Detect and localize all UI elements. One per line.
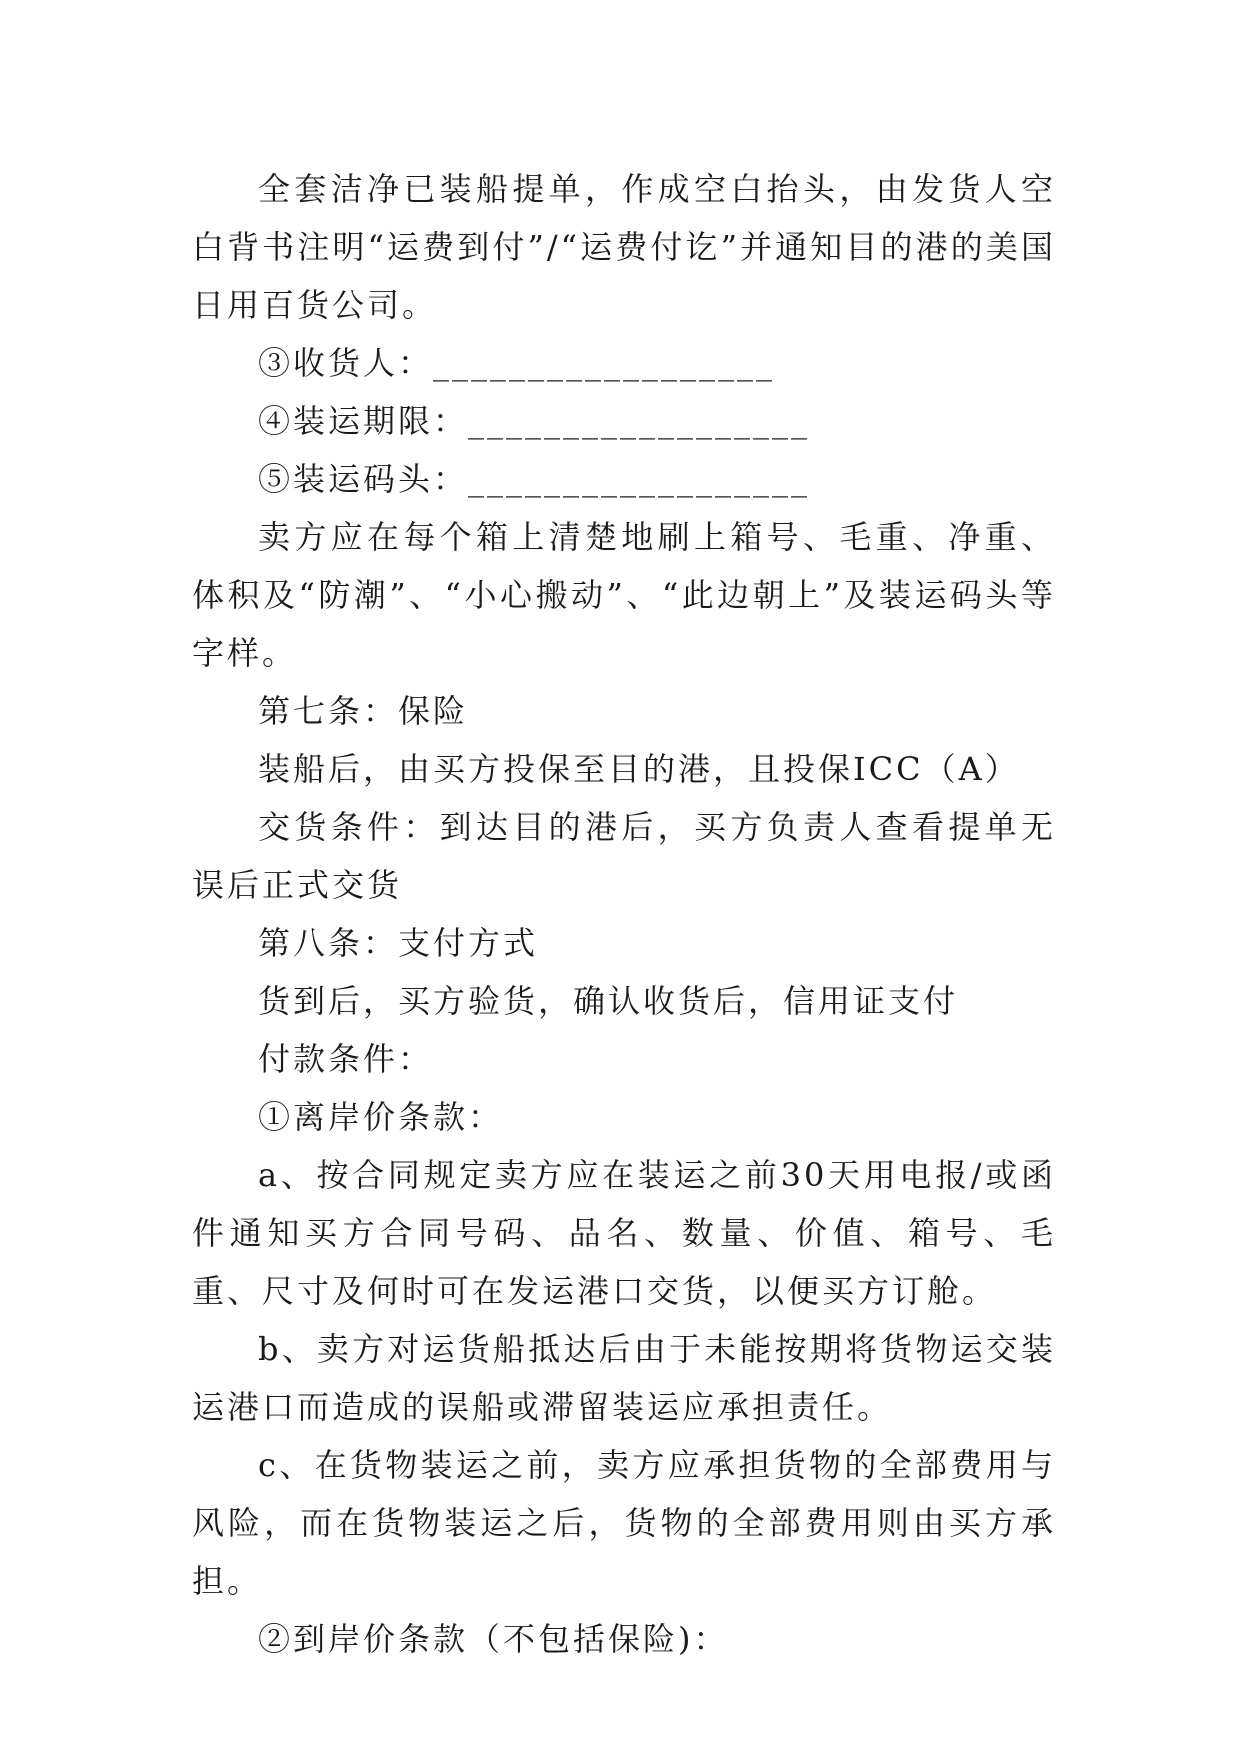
paragraph-payment-terms: 付款条件： bbox=[258, 1040, 434, 1078]
paragraph-payment: 货到后，买方验货，确认收货后，信用证支付 bbox=[258, 982, 959, 1020]
heading-article-8: 第八条：支付方式 bbox=[258, 924, 539, 962]
paragraph-case-marking: 卖方应在每个箱上清楚地刷上箱号、毛重、净重、体积及“防潮”、“小心搬动”、“此边朝上”及装运码头等字样。 bbox=[192, 518, 1056, 672]
paragraph-delivery-terms: 交货条件：到达目的港后，买方负责人查看提单无误后正式交货 bbox=[192, 808, 1056, 904]
paragraph-consignee: ③收货人：__________________ bbox=[258, 344, 776, 382]
paragraph-cif-clause: ②到岸价条款（不包括保险)： bbox=[258, 1620, 729, 1658]
heading-article-7: 第七条：保险 bbox=[258, 692, 469, 730]
paragraph-shipment-period: ④装运期限：__________________ bbox=[258, 402, 811, 440]
paragraph-bill-of-lading: 全套洁净已装船提单，作成空白抬头，由发货人空白背书注明“运费到付”/“运费付讫”并通知目的港的美国日用百货公司。 bbox=[192, 170, 1056, 324]
paragraph-loading-dock: ⑤装运码头：__________________ bbox=[258, 460, 811, 498]
paragraph-clause-c: c、在货物装运之前，卖方应承担货物的全部费用与风险，而在货物装运之后，货物的全部费用则由买方承担。 bbox=[192, 1446, 1056, 1600]
paragraph-clause-b: b、卖方对运货船抵达后由于未能按期将货物运交装运港口而造成的误船或滞留装运应承担责任。 bbox=[192, 1330, 1056, 1426]
paragraph-fob-clause: ①离岸价条款： bbox=[258, 1098, 504, 1136]
document-body bbox=[192, 160, 1056, 1668]
paragraph-clause-a: a、按合同规定卖方应在装运之前30天用电报/或函件通知买方合同号码、品名、数量、价值、箱号、毛重、尺寸及何时可在发运港口交货，以便买方订舱。 bbox=[192, 1156, 1056, 1310]
paragraph-insurance: 装船后，由买方投保至目的港，且投保ICC（A） bbox=[258, 750, 1020, 788]
